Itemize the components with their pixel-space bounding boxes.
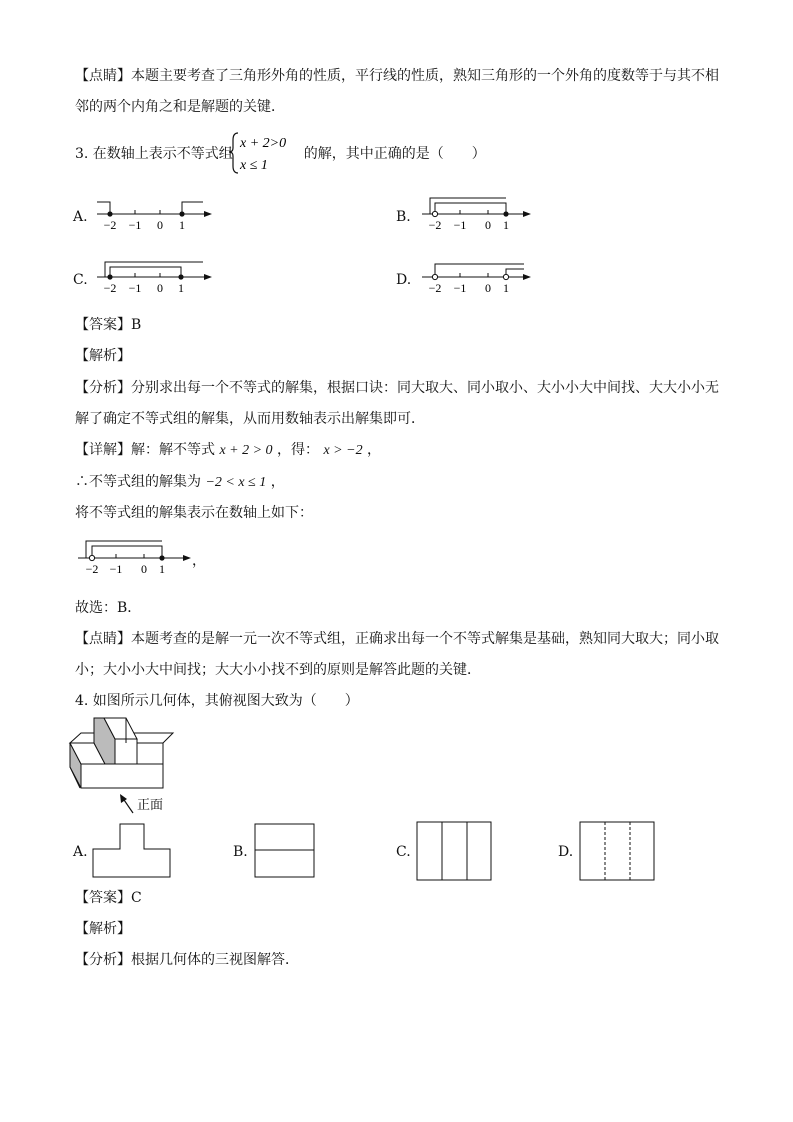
q3-dianjing-line1: 【点睛】本题考查的是解一元一次不等式组，正确求出每一个不等式解集是基础，熟知同大取大；同小取 [75, 631, 719, 647]
tick-label: 1 [159, 562, 165, 576]
q4-answer: 【答案】C [75, 890, 142, 906]
tick-label: 0 [157, 218, 163, 232]
arrow-icon [204, 274, 212, 280]
system-line2: x ≤ 1 [240, 158, 268, 173]
q3-option-c-label: C. [73, 272, 88, 288]
q4-option-c-label: C. [396, 844, 411, 860]
detail-end: ， [367, 442, 382, 458]
arrow-icon [204, 211, 212, 217]
tick-label: −2 [103, 218, 117, 232]
tick-label: 0 [141, 562, 147, 576]
q4-option-a-figure [92, 823, 174, 881]
q4-option-d-label: D. [558, 844, 574, 860]
tick-label: 1 [503, 281, 509, 295]
q4-option-c-figure [416, 821, 496, 883]
q3-analysis-line1: 【分析】分别求出每一个不等式的解集，根据口诀：同大取大、同小取小、大小小大中间找、大大小小无 [75, 380, 719, 396]
tick-label: 0 [157, 281, 163, 295]
tick-label: 1 [178, 281, 184, 295]
q3-option-a-numberline [95, 195, 215, 235]
tick-label: −1 [128, 281, 142, 295]
q4-analysis: 【分析】根据几何体的三视图解答． [75, 952, 299, 968]
arrow-icon [523, 274, 531, 280]
arrow-icon [183, 555, 191, 561]
q3-therefore [75, 472, 285, 493]
system-brace [229, 133, 238, 173]
q3-option-c-numberline [95, 258, 215, 298]
solution-comma: ， [192, 553, 206, 569]
solid-dot [179, 211, 184, 216]
tick-label: −2 [428, 218, 442, 232]
hollow-dot [432, 211, 437, 216]
q2-dianjing-line2: 邻的两个内角之和是解题的关键． [75, 99, 285, 115]
q4-option-d-figure [579, 821, 659, 883]
q3-answer: 【答案】B [75, 317, 142, 333]
q3-option-d-numberline [420, 258, 540, 298]
q4-option-b-figure [254, 823, 318, 881]
q3-inequality-system [228, 128, 298, 178]
q3-jiexi: 【解析】 [75, 348, 131, 364]
q3-detail [75, 440, 381, 461]
tick-label: −1 [109, 562, 123, 576]
solid-dot [178, 274, 183, 279]
tick-label: −1 [453, 281, 467, 295]
tick-label: −2 [103, 281, 117, 295]
solid-dot [159, 555, 164, 560]
front-arrow-icon [118, 793, 138, 817]
q3-show-text: 将不等式组的解集表示在数轴上如下： [75, 505, 313, 521]
arrow-icon [523, 211, 531, 217]
front-label: 正面 [137, 798, 164, 813]
therefore-end: ， [270, 474, 285, 490]
tick-label: −1 [128, 218, 142, 232]
solid-dot [107, 211, 112, 216]
tick-label: −2 [85, 562, 99, 576]
tick-label: 1 [503, 218, 509, 232]
solid-dot [107, 274, 112, 279]
solid-dot [503, 211, 508, 216]
system-line1: x + 2>0 [240, 136, 287, 151]
tick-label: −2 [428, 281, 442, 295]
hollow-dot [89, 555, 94, 560]
q4-stem: 4. 如图所示几何体，其俯视图大致为（ ） [75, 693, 359, 709]
q4-option-a-label: A. [73, 844, 88, 860]
tick-label: 0 [485, 281, 491, 295]
tick-label: −1 [453, 218, 467, 232]
detail-mid: ，得： [277, 442, 320, 458]
q3-stem-after: 的解，其中正确的是（ ） [303, 146, 486, 162]
q3-option-b-numberline [420, 195, 540, 235]
detail-prefix: 【详解】解：解不等式 [75, 442, 215, 458]
q2-dianjing-line1: 【点睛】本题主要考查了三角形外角的性质，平行线的性质，熟知三角形的一个外角的度数等于与其不相 [75, 68, 719, 84]
hollow-dot [432, 274, 437, 279]
q3-dianjing-line2: 小；大小小大中间找；大大小小找不到的原则是解答此题的关键． [75, 662, 481, 678]
q3-solution-numberline [76, 538, 196, 578]
tick-label: 0 [485, 218, 491, 232]
hollow-dot [503, 274, 508, 279]
q3-option-b-label: B. [396, 209, 411, 225]
q3-option-d-label: D. [396, 272, 412, 288]
therefore-math: −2 < x ≤ 1 [205, 475, 267, 490]
tick-label: 1 [179, 218, 185, 232]
q3-analysis-line2: 解了确定不等式组的解集，从而用数轴表示出解集即可． [75, 411, 425, 427]
detail-result: x > −2 [323, 443, 363, 458]
therefore-prefix: ∴不等式组的解集为 [75, 474, 201, 490]
q3-choose: 故选：B． [75, 600, 142, 616]
q3-stem-before: 3. 在数轴上表示不等式组 [75, 146, 233, 162]
q4-option-b-label: B. [233, 844, 248, 860]
q4-jiexi: 【解析】 [75, 921, 131, 937]
q3-option-a-label: A. [73, 209, 88, 225]
detail-inequality: x + 2 > 0 [219, 443, 273, 458]
